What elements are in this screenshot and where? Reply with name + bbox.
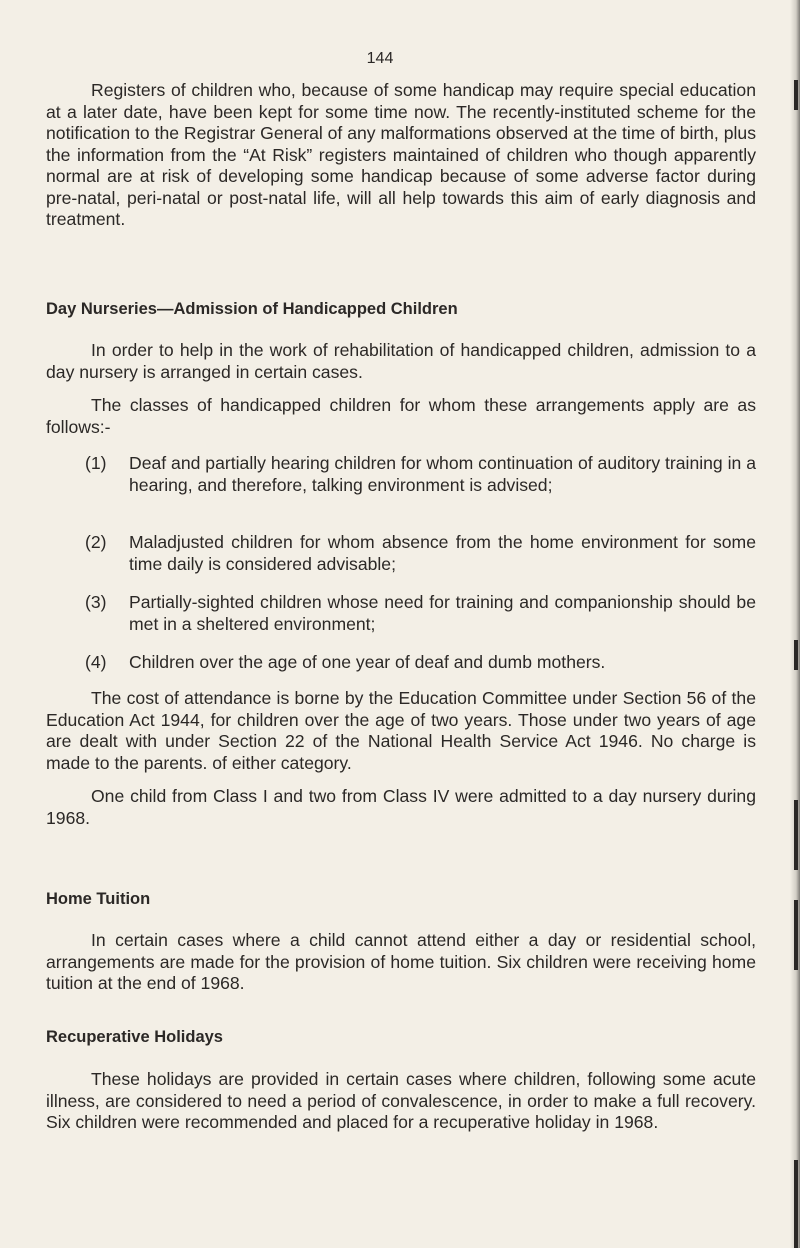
list-item-text: Partially-sighted children whose need for training and companionship should be met in a sheltered environment; [129, 592, 756, 634]
edge-mark [794, 1160, 798, 1248]
heading-recuperative-holidays: Recuperative Holidays [46, 1028, 223, 1046]
list-item-text: Maladjusted children for whom absence from the home environment for some time daily is considered advisable; [129, 532, 756, 574]
page-edge-shadow [790, 0, 800, 1248]
home-tuition-paragraph: In certain cases where a child cannot attend either a day or residential school, arrangements are made for the provision of home tuition. Six children were receiving home tuition at the end of 1968. [46, 930, 756, 993]
heading-day-nurseries: Day Nurseries—Admission of Handicapped Children [46, 300, 458, 318]
list-item [85, 453, 756, 496]
day-nurseries-paragraph-4: One child from Class I and two from Class IV were admitted to a day nursery during 1968. [46, 786, 756, 828]
list-item [85, 592, 756, 635]
edge-mark [794, 80, 798, 110]
list-item-number: (4) [85, 652, 107, 672]
list-item-number: (2) [85, 532, 107, 552]
list-item [85, 532, 756, 575]
intro-paragraph: Registers of children who, because of some handicap may require special education at a later date, have been kept for some time now. The recently-instituted scheme for the notification to the Registrar General of any malformations observed at the time of birth, plus the information from the “At Risk” registers maintained of children who though apparently normal are at risk of developing some handicap because of some adverse factor during pre-natal, peri-natal or post-natal life, will all help towards this aim of early diagnosis and treatment. [46, 80, 756, 229]
list-item-number: (1) [85, 453, 107, 473]
page-number: 144 [366, 50, 394, 67]
list-item-number: (3) [85, 592, 107, 612]
list-item-text: Deaf and partially hearing children for whom continuation of auditory training in a hearing, and therefore, talking environment is advised; [129, 453, 756, 495]
edge-mark [794, 800, 798, 870]
heading-home-tuition: Home Tuition [46, 890, 151, 908]
edge-mark [794, 640, 798, 670]
recuperative-paragraph: These holidays are provided in certain cases where children, following some acute illness, are considered to need a period of convalescence, in order to make a full recovery. Six children were recommended and placed for a recuperative holiday in 1968. [46, 1069, 756, 1132]
day-nurseries-paragraph-3: The cost of attendance is borne by the Education Committee under Section 56 of the Education Act 1944, for children over the age of two years. Those under two years of age are dealt with under Section 22 of the National Health Service Act 1946. No charge is made to the parents. of either category. [46, 688, 756, 773]
edge-mark [794, 900, 798, 970]
day-nurseries-paragraph-1: In order to help in the work of rehabilitation of handicapped children, admission to a day nursery is arranged in certain cases. [46, 340, 756, 382]
list-item [85, 652, 756, 674]
day-nurseries-paragraph-2: The classes of handicapped children for whom these arrangements apply are as follows:- [46, 395, 756, 437]
list-item-text: Children over the age of one year of deaf and dumb mothers. [129, 652, 606, 672]
